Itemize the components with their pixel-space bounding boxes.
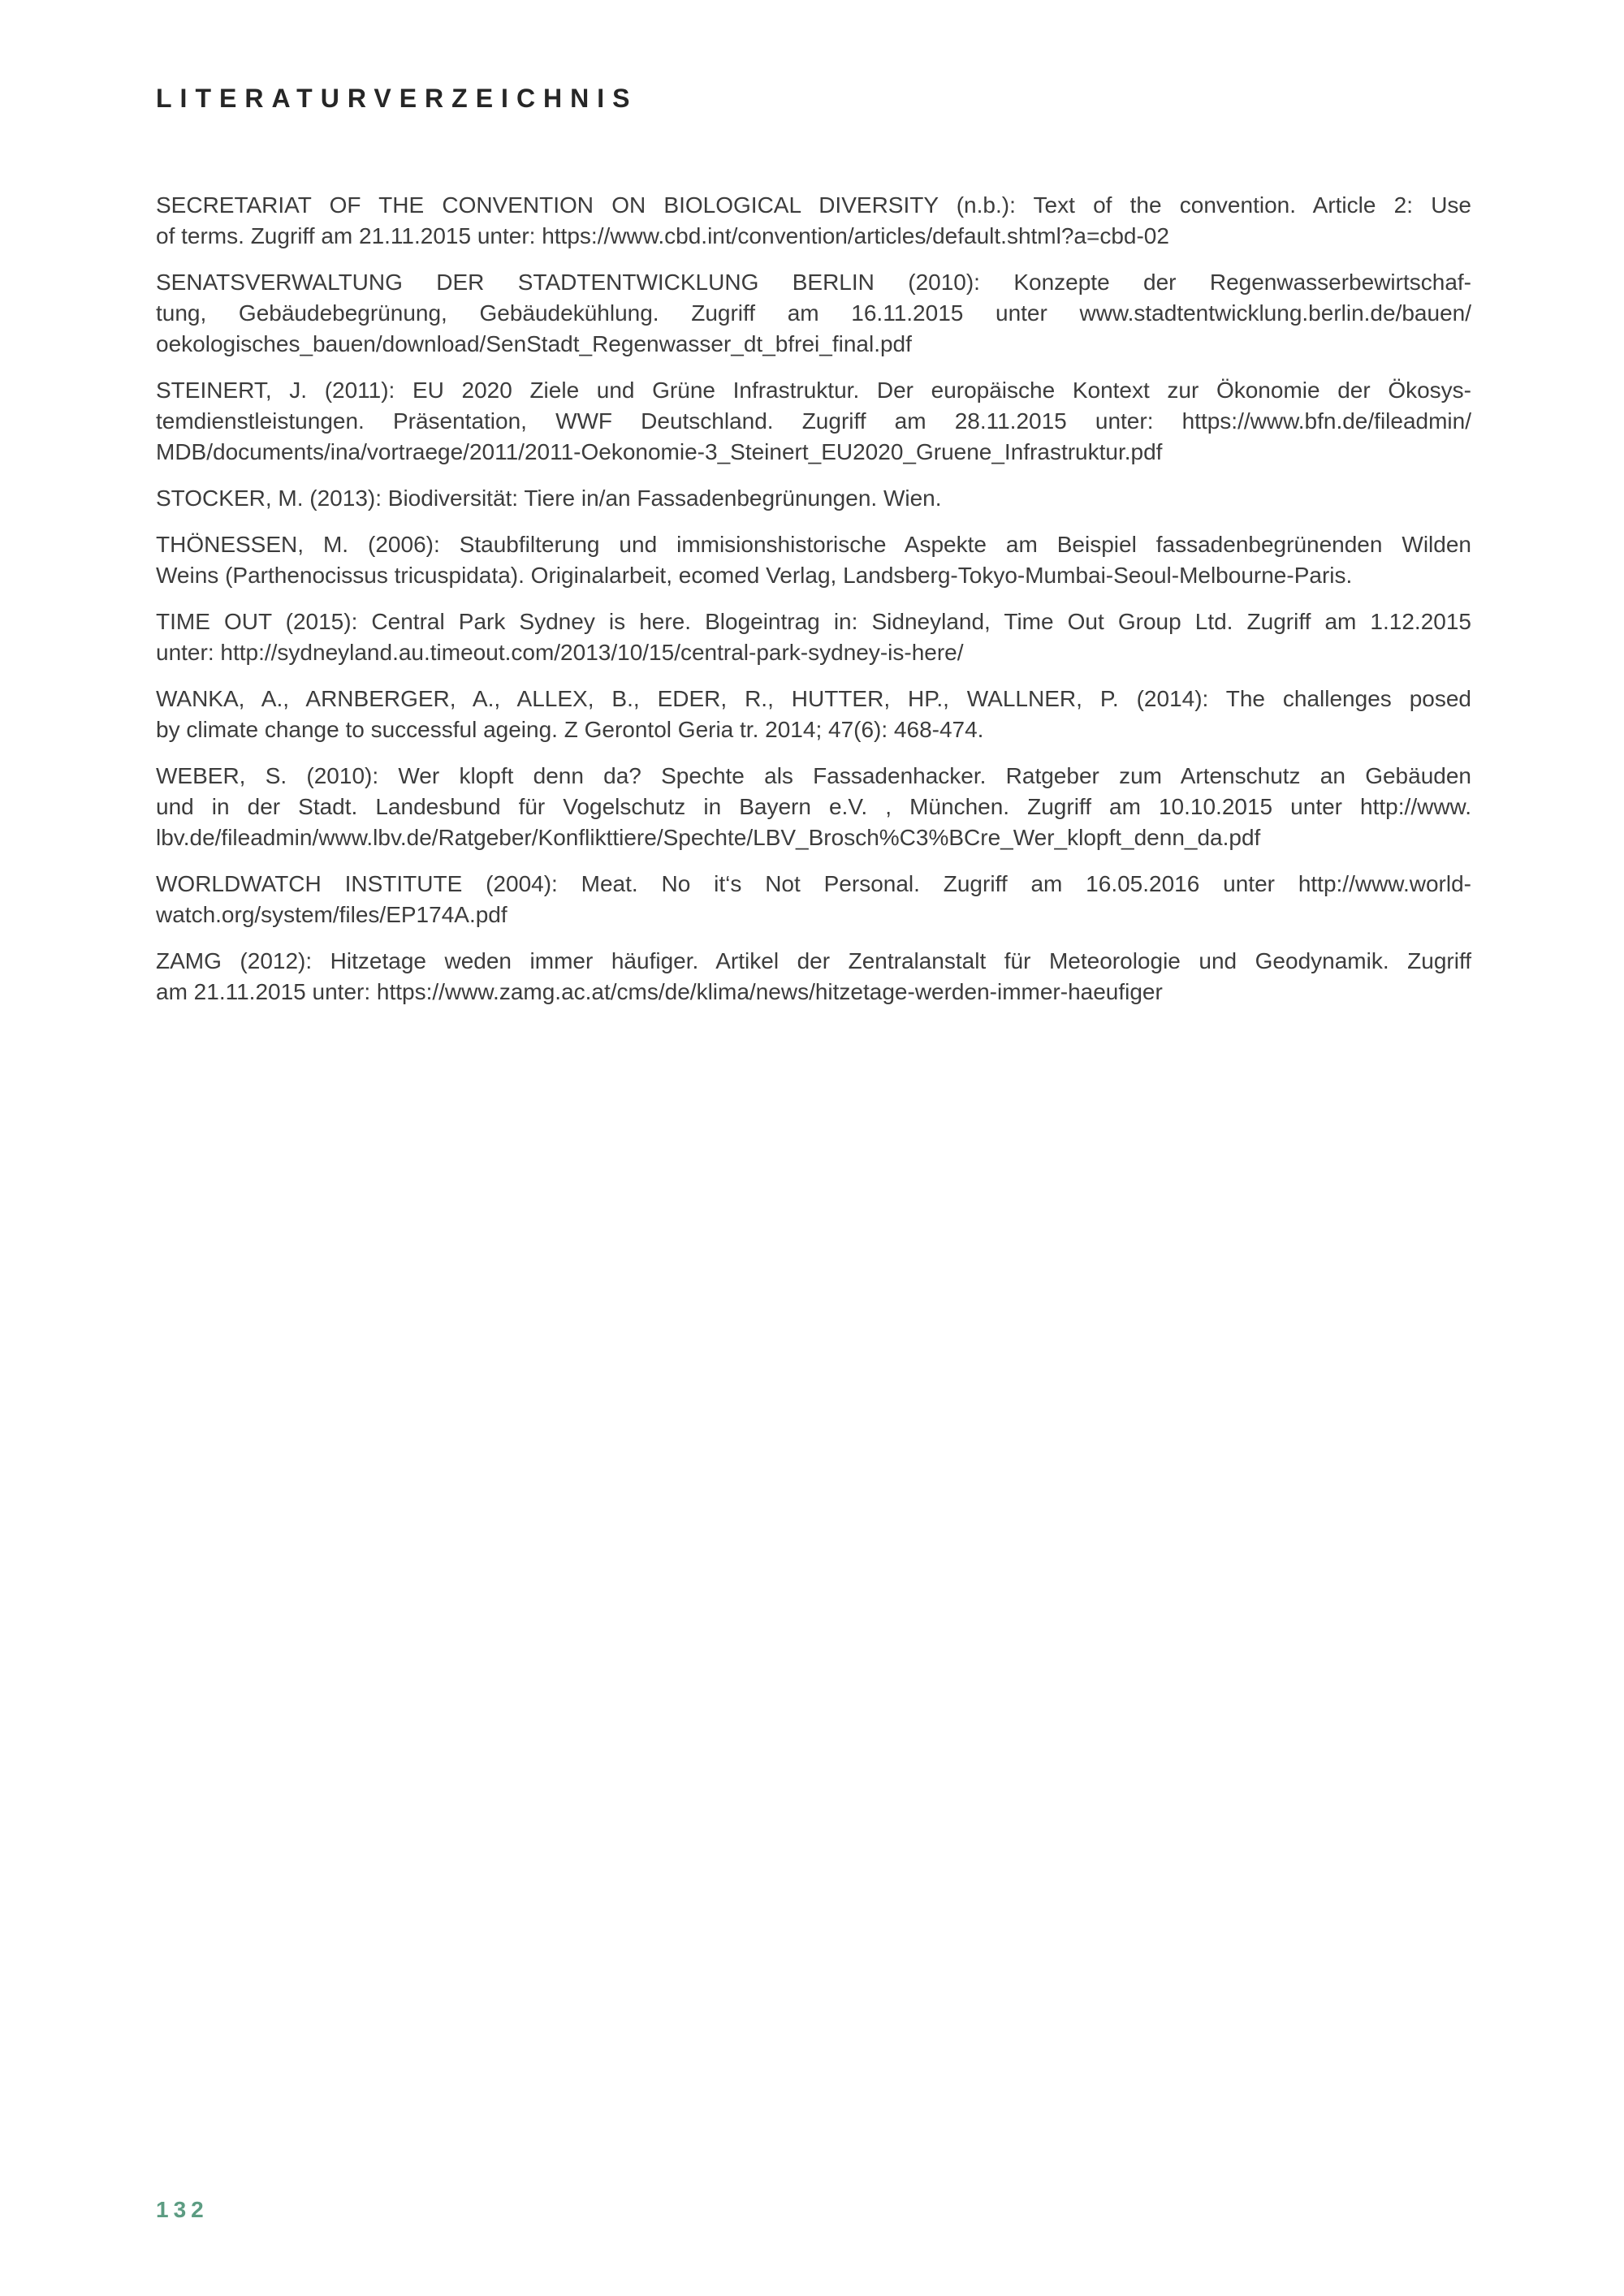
reference-line: watch.org/system/files/EP174A.pdf: [156, 902, 508, 927]
reference-line: ZAMG (2012): Hitzetage weden immer häufiger. Artikel der Zentralanstalt für Meteorologie und Geodynamik. Zugriff: [156, 948, 1471, 973]
reference-line: STOCKER, M. (2013): Biodiversität: Tiere in/an Fassadenbegrünungen. Wien.: [156, 486, 942, 511]
reference-line: WEBER, S. (2010): Wer klopft denn da? Spechte als Fassadenhacker. Ratgeber zum Artenschutz an Gebäuden: [156, 763, 1471, 788]
reference-list: [156, 190, 1471, 1008]
reference-line: am 21.11.2015 unter: https://www.zamg.ac.at/cms/de/klima/news/hitzetage-werden-immer-haeufiger: [156, 979, 1163, 1004]
reference-line: Weins (Parthenocissus tricuspidata). Originalarbeit, ecomed Verlag, Landsberg-Tokyo-Mumbai-Seoul-Melbourne-Paris.: [156, 563, 1353, 588]
reference-line: unter: http://sydneyland.au.timeout.com/2013/10/15/central-park-sydney-is-here/: [156, 640, 964, 665]
reference-line: TIME OUT (2015): Central Park Sydney is here. Blogeintrag in: Sidneyland, Time Out Group Ltd. Zugriff am 1.12.2015: [156, 609, 1471, 634]
reference-line: by climate change to successful ageing. Z Gerontol Geria tr. 2014; 47(6): 468-474.: [156, 717, 984, 742]
reference-line: WORLDWATCH INSTITUTE (2004): Meat. No it‘s Not Personal. Zugriff am 16.05.2016 unter http://www.world-: [156, 871, 1471, 896]
reference-entry: [156, 869, 1471, 930]
reference-entry: [156, 483, 1471, 514]
reference-entry: [156, 761, 1471, 853]
reference-line: und in der Stadt. Landesbund für Vogelschutz in Bayern e.V. , München. Zugriff am 10.10.2015 unter http://www.: [156, 794, 1471, 819]
reference-entry: [156, 267, 1471, 360]
reference-entry: [156, 529, 1471, 591]
reference-line: temdienstleistungen. Präsentation, WWF Deutschland. Zugriff am 28.11.2015 unter: https://www.bfn.de/fileadmin/: [156, 408, 1471, 434]
reference-entry: [156, 190, 1471, 252]
reference-entry: [156, 946, 1471, 1008]
reference-line: tung, Gebäudebegrünung, Gebäudekühlung. Zugriff am 16.11.2015 unter www.stadtentwicklung.berlin.de/bauen/: [156, 300, 1471, 326]
reference-line: STEINERT, J. (2011): EU 2020 Ziele und Grüne Infrastruktur. Der europäische Kontext zur Ökonomie der Ökosys-: [156, 378, 1471, 403]
reference-entry: [156, 375, 1471, 468]
page-number: 132: [156, 2197, 209, 2222]
reference-line: oekologisches_bauen/download/SenStadt_Regenwasser_dt_bfrei_final.pdf: [156, 331, 912, 356]
reference-line: of terms. Zugriff am 21.11.2015 unter: https://www.cbd.int/convention/articles/default.shtml?a=cbd-02: [156, 223, 1169, 248]
reference-line: MDB/documents/ina/vortraege/2011/2011-Oekonomie-3_Steinert_EU2020_Gruene_Infrastruktur.pdf: [156, 439, 1163, 464]
reference-line: WANKA, A., ARNBERGER, A., ALLEX, B., EDER, R., HUTTER, HP., WALLNER, P. (2014): The challenges posed: [156, 686, 1471, 711]
page-content: [0, 0, 1624, 1008]
reference-entry: [156, 684, 1471, 745]
page-title: LITERATURVERZEICHNIS: [156, 84, 638, 113]
reference-line: lbv.de/fileadmin/www.lbv.de/Ratgeber/Konflikttiere/Spechte/LBV_Brosch%C3%BCre_Wer_klopft_denn_da.pdf: [156, 825, 1261, 850]
reference-line: SECRETARIAT OF THE CONVENTION ON BIOLOGICAL DIVERSITY (n.b.): Text of the convention. Article 2: Use: [156, 192, 1471, 218]
reference-entry: [156, 606, 1471, 668]
reference-line: THÖNESSEN, M. (2006): Staubfilterung und immisionshistorische Aspekte am Beispiel fassadenbegrünenden Wilden: [156, 532, 1471, 557]
reference-line: SENATSVERWALTUNG DER STADTENTWICKLUNG BERLIN (2010): Konzepte der Regenwasserbewirtschaf-: [156, 270, 1471, 295]
